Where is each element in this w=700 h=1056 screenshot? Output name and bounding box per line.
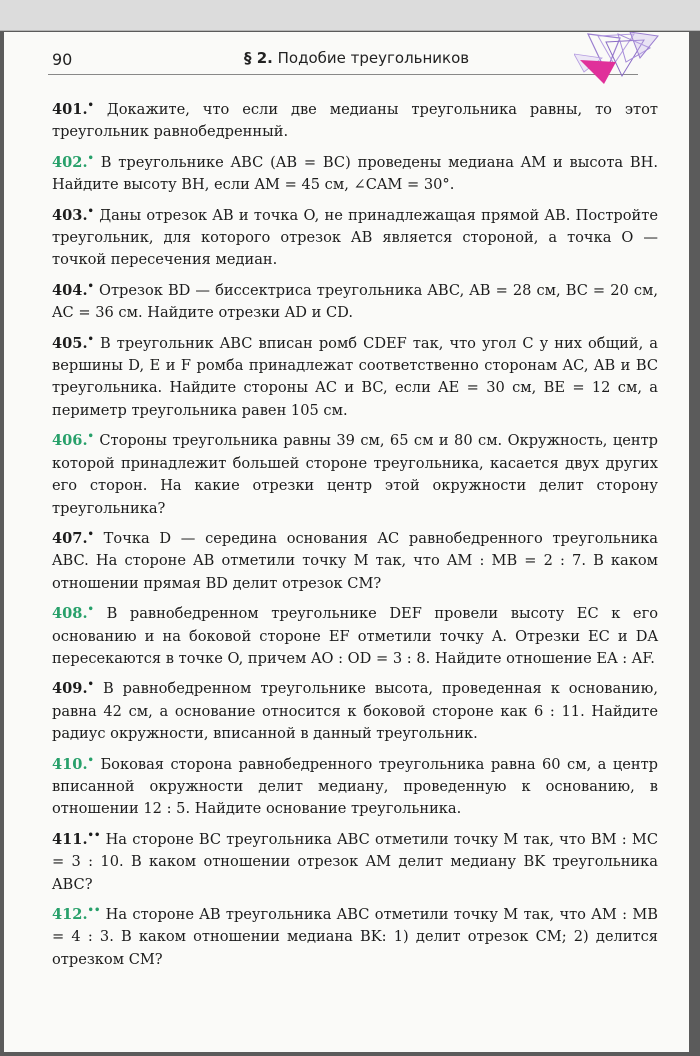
problem-text: Боковая сторона равнобедренного треугольника равна 60 см, а центр вписанной окружности делит медиану, проведенную к основанию, в отношении 12 : 5. Найдите основание треугольника. xyxy=(52,755,659,818)
problem-item xyxy=(52,599,658,670)
difficulty-mark: • xyxy=(87,280,94,292)
problem-number-text: 404. xyxy=(52,281,88,299)
difficulty-mark: •• xyxy=(87,905,101,916)
chapter-title xyxy=(244,49,469,67)
problem-item xyxy=(52,426,658,520)
section-title: Подобие треугольников xyxy=(277,49,470,67)
problem-number-text: 401. xyxy=(52,101,88,118)
problem-number xyxy=(52,605,94,622)
difficulty-mark: • xyxy=(87,679,94,691)
viewer-top-bar xyxy=(0,0,700,31)
problem-text: Отрезок BD — биссектриса треугольника ABC, AB = 28 см, BC = 20 см, AC = 36 см. Найдите отрезки AD и CD. xyxy=(52,281,658,322)
problem-text: Стороны треугольника равны 39 см, 65 см и 80 см. Окружность, центр которой принадлежит большей стороне треугольника, касается двух других его сторон. На какие отрезки центр этой окружности делит сторону треугольника? xyxy=(52,432,658,517)
problem-text: В равнобедренном треугольнике высота, проведенная к основанию, равна 42 см, а основание относится к боковой стороне как 6 : 11. Найдите радиус окружности, вписанной в данный треугольник. xyxy=(52,680,658,743)
problem-number-text: 402. xyxy=(52,153,88,171)
difficulty-mark: • xyxy=(87,528,94,540)
problem-number xyxy=(52,154,94,171)
problem-number-text: 412. xyxy=(52,906,88,923)
difficulty-mark: • xyxy=(87,431,94,443)
problem-text: Докажите, что если две медианы треугольника равны, то этот треугольник равнобедренный. xyxy=(52,101,658,141)
problem-number xyxy=(52,432,94,449)
problem-number xyxy=(52,530,94,547)
difficulty-mark: • xyxy=(87,152,94,164)
header-rule xyxy=(48,74,638,75)
problem-number-text: 406. xyxy=(52,432,88,450)
problem-item xyxy=(52,674,658,745)
problem-text: На стороне BC треугольника ABC отметили точку M так, что BM : MC = 3 : 10. В каком отношении отрезок AM делит медиану BK треугольника ABC? xyxy=(52,830,658,893)
problem-number xyxy=(52,207,94,224)
difficulty-mark: •• xyxy=(87,829,101,841)
problem-number xyxy=(52,831,100,848)
difficulty-mark: • xyxy=(87,754,94,766)
problem-text: Даны отрезок AB и точка O, не принадлежащая прямой AB. Постройте треугольник, для которого отрезок AB является стороной, а точка O — точкой пересечения медиан. xyxy=(52,206,658,269)
problem-item xyxy=(52,148,658,197)
problem-number xyxy=(52,756,94,773)
page-number: 90 xyxy=(52,50,73,69)
page-header xyxy=(4,32,689,92)
problem-item xyxy=(52,900,658,971)
problem-item xyxy=(52,825,658,896)
problem-number-text: 407. xyxy=(52,529,88,547)
problem-text: В равнобедренном треугольнике DEF провели высоту EC к его основанию и на боковой стороне EF отметили точку A. Отрезки EC и DA пересекаются в точке O, причем AO : OD = 3 : 8. Найдите отношение EA : AF. xyxy=(52,605,658,667)
problem-text: В треугольнике ABC (AB = BC) проведены медиана AM и высота BH. Найдите высоту BH, если AM = 45 см, ∠CAM = 30°. xyxy=(52,153,658,194)
difficulty-mark: • xyxy=(87,205,94,217)
problem-number-text: 411. xyxy=(52,830,88,848)
problem-item xyxy=(52,95,658,144)
problem-item xyxy=(52,276,658,325)
problem-text: В треугольник ABC вписан ромб CDEF так, что угол C у них общий, а вершины D, E и F ромба принадлежат соответственно сторонам AC, AB и BC треугольника. Найдите стороны AC и BC, если AE = 30 см, BE = 12 см, а периметр треугольника равен 105 см. xyxy=(52,334,658,419)
problem-item xyxy=(52,329,658,423)
problem-number-text: 408. xyxy=(52,605,88,623)
problem-number xyxy=(52,335,94,352)
problem-text: Точка D — середина основания AC равнобедренного треугольника ABC. На стороне AB отметили точку M так, что AM : MB = 2 : 7. В каком отношении прямая BD делит отрезок CM? xyxy=(52,529,658,592)
problem-item xyxy=(52,750,658,821)
difficulty-mark: • xyxy=(87,604,94,616)
problem-number xyxy=(52,282,94,299)
problem-item xyxy=(52,201,658,272)
difficulty-mark: • xyxy=(87,333,94,345)
problem-item xyxy=(52,524,658,595)
problem-number-text: 403. xyxy=(52,206,88,224)
decorative-triangles-icon xyxy=(574,32,689,92)
problem-text: На стороне AB треугольника ABC отметили точку M так, что AM : MB = 4 : 3. В каком отношении медиана BK: 1) делит отрезок CM; 2) делится отрезком CM? xyxy=(52,906,658,968)
section-number: § 2. xyxy=(244,49,273,67)
problem-number xyxy=(52,680,94,697)
problem-number-text: 409. xyxy=(52,680,88,698)
difficulty-mark: • xyxy=(87,100,94,111)
problem-number xyxy=(52,906,100,923)
problem-number xyxy=(52,101,94,118)
problem-number-text: 410. xyxy=(52,755,88,773)
problem-list xyxy=(52,95,658,975)
textbook-page xyxy=(4,32,689,1052)
problem-number-text: 405. xyxy=(52,334,88,352)
